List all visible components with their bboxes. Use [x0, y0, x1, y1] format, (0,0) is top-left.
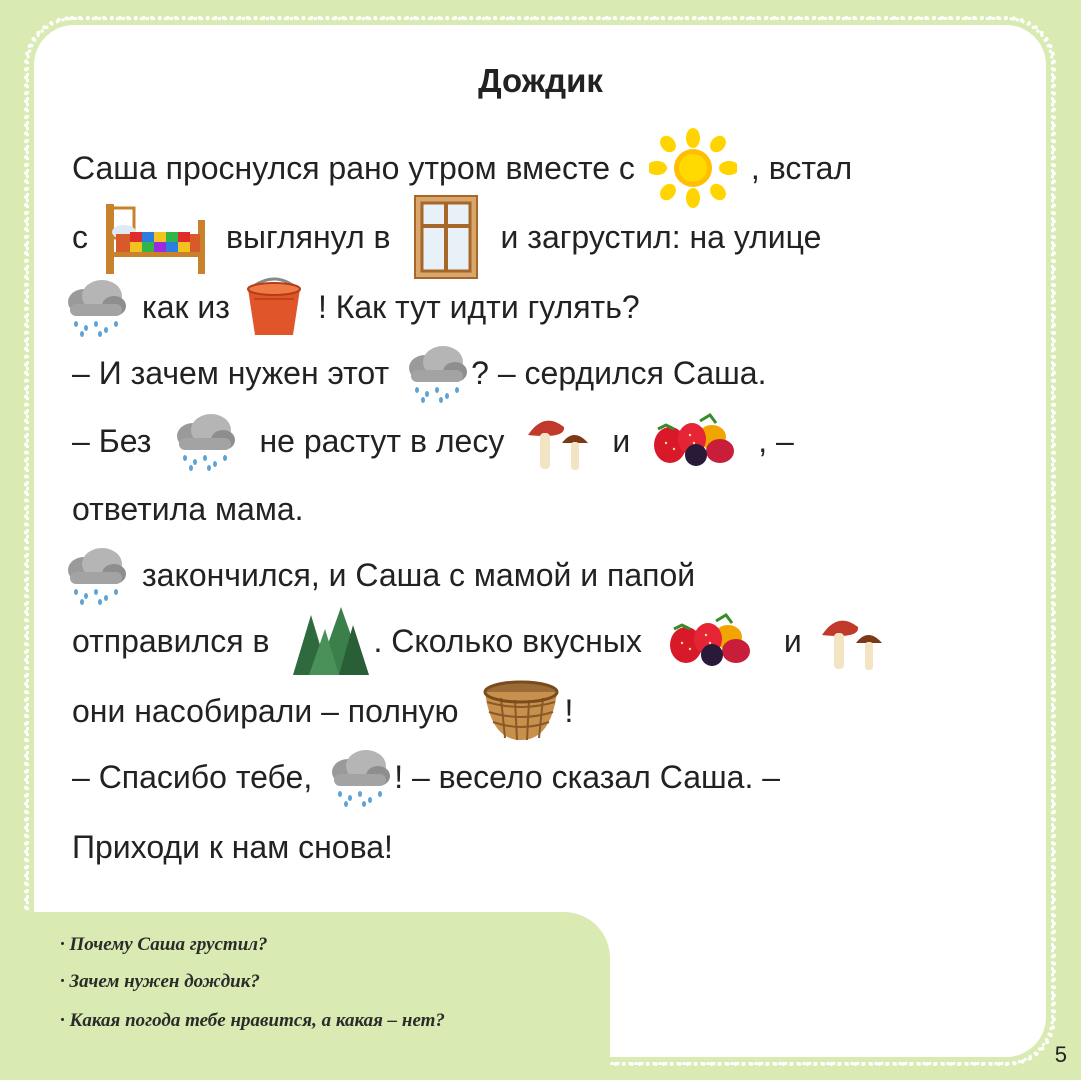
text: Саша проснулся рано утром вместе с — [72, 149, 635, 186]
story-line-11 — [72, 812, 393, 882]
text: и — [783, 622, 802, 659]
window-icon — [413, 194, 479, 280]
story-line-4 — [72, 338, 766, 408]
berries-icon — [650, 413, 744, 469]
rain-cloud-icon — [326, 746, 392, 808]
text: , встал — [750, 149, 853, 186]
rain-cloud-icon — [403, 342, 469, 404]
text: как из — [142, 288, 230, 325]
question-2: · Зачем нужен дождик? — [60, 971, 260, 992]
question-3: · Какая погода тебе нравится, а какая – нет? — [60, 1010, 445, 1031]
basket-icon — [481, 678, 561, 744]
mushrooms-icon — [818, 609, 884, 673]
bucket-icon — [244, 275, 304, 339]
story-line-1 — [72, 133, 852, 203]
story-line-6 — [72, 474, 304, 544]
story-line-9 — [72, 676, 573, 746]
text: , – — [758, 422, 794, 459]
text: ответила мама. — [72, 490, 304, 527]
text: – Без — [72, 422, 152, 459]
text: ! — [564, 692, 574, 729]
text: – Спасибо тебе, — [72, 758, 313, 795]
story-line-10 — [72, 742, 780, 812]
story-line-7 — [62, 540, 695, 610]
text: с — [72, 218, 88, 255]
story-line-2 — [72, 202, 821, 272]
rain-cloud-icon — [62, 544, 128, 606]
story-line-5 — [72, 406, 794, 476]
rain-cloud-icon — [62, 276, 128, 338]
text: и загрустил: на улице — [500, 218, 822, 255]
forest-icon — [289, 605, 371, 677]
story-line-3 — [62, 272, 640, 342]
page-title: Дождик — [478, 62, 603, 99]
text: ? – сердился Саша. — [471, 354, 767, 391]
rain-cloud-icon — [171, 410, 237, 472]
story-line-8 — [72, 606, 898, 676]
text: ! – весело сказал Саша. – — [394, 758, 781, 795]
text: ! Как тут идти гулять? — [317, 288, 640, 325]
berries-icon — [666, 613, 760, 669]
mushrooms-icon — [524, 409, 590, 473]
text: они насобирали – полную — [72, 692, 459, 729]
text: выглянул в — [226, 218, 391, 255]
text: не растут в лесу — [259, 422, 505, 459]
bed-icon — [102, 198, 212, 276]
text: закончился, и Саша с мамой и папой — [142, 556, 696, 593]
text: – И зачем нужен этот — [72, 354, 390, 391]
text: отправился в — [72, 622, 270, 659]
sun-icon — [649, 128, 737, 208]
question-1: · Почему Саша грустил? — [60, 934, 268, 955]
text: . Сколько вкусных — [373, 622, 642, 659]
page-number: 5 — [1054, 1042, 1067, 1067]
text: Приходи к нам снова! — [72, 828, 393, 865]
text: и — [612, 422, 631, 459]
